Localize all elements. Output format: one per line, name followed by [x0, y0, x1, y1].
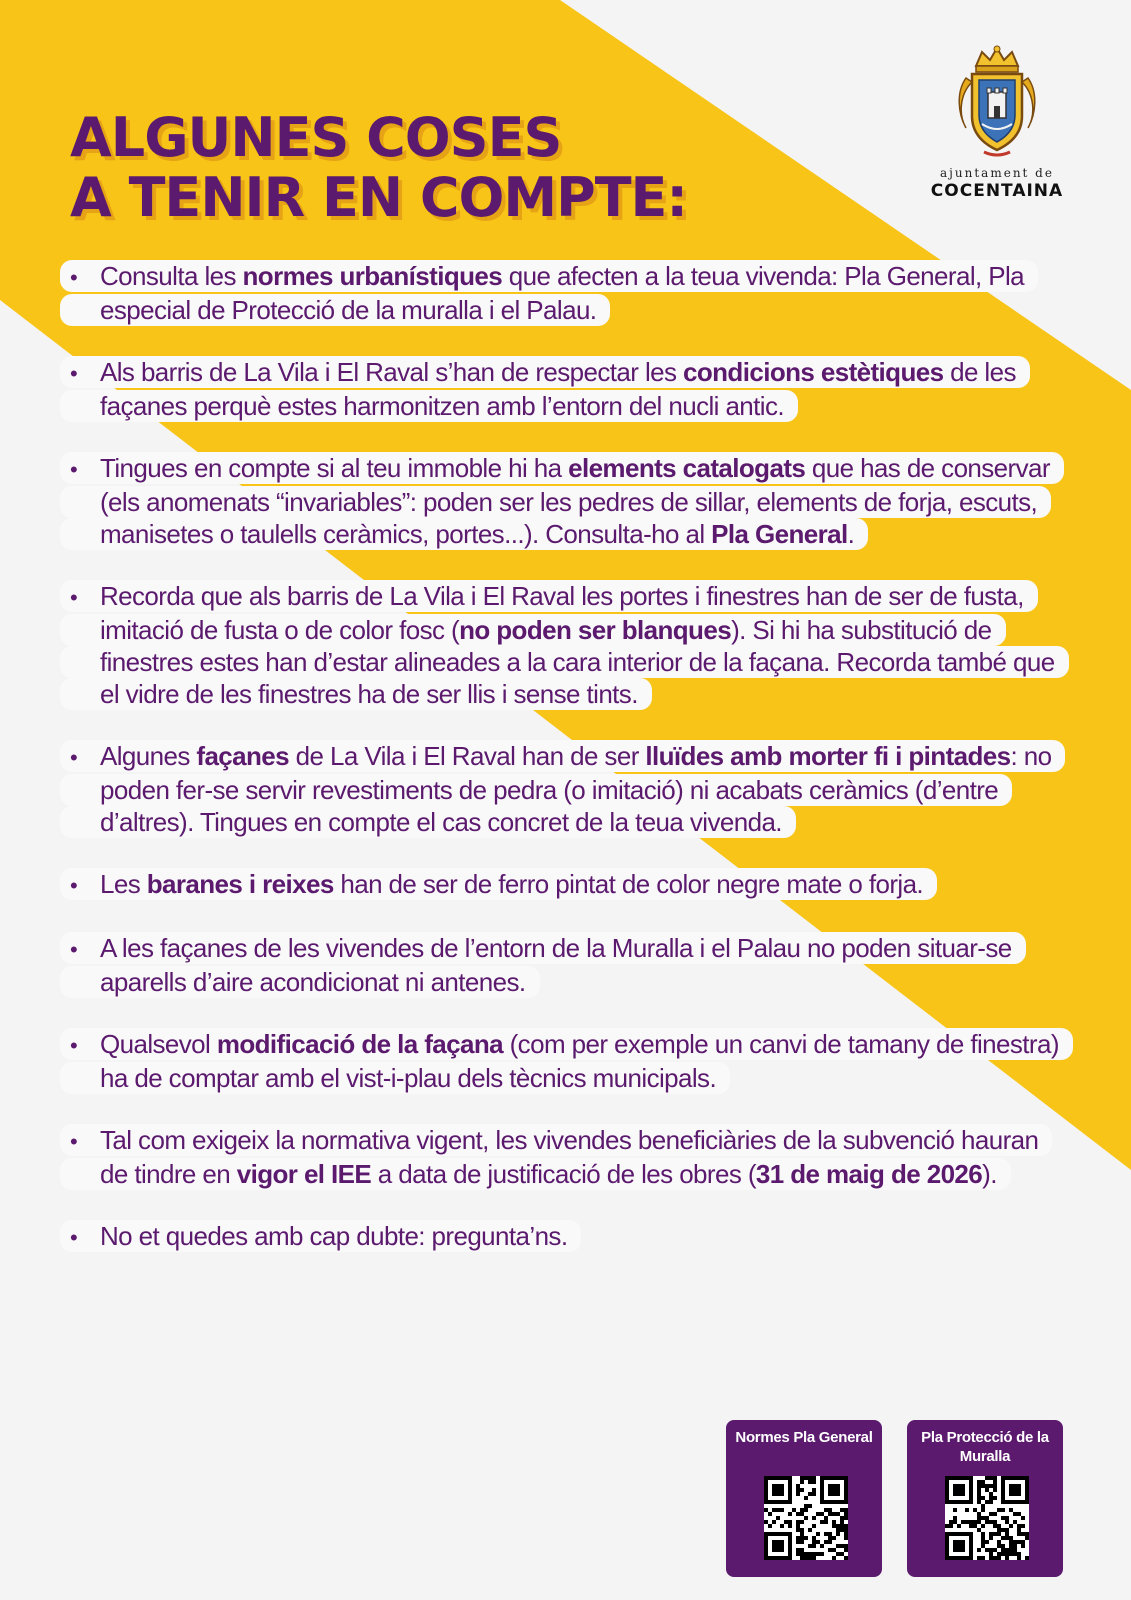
list-item-text: [60, 1220, 581, 1252]
text-run: Qualsevol: [100, 1029, 217, 1059]
text-run: ).: [982, 1159, 997, 1189]
bold-text: normes urbanístiques: [242, 261, 503, 291]
list-item-text: [60, 452, 1064, 550]
bold-text: baranes i reixes: [146, 869, 334, 899]
text-run: Tingues en compte si al teu immoble hi ha: [100, 453, 569, 483]
text-run: de La Vila i El Raval han de ser: [289, 741, 646, 771]
text-run: Als barris de La Vila i El Raval s’han de respectar les: [100, 357, 683, 387]
list-item: [60, 868, 1070, 902]
list-item-text: [60, 1028, 1073, 1094]
bold-text: façanes: [196, 741, 290, 771]
list-item: [60, 1124, 1070, 1190]
list-item-text: [60, 868, 937, 900]
coat-of-arms-icon: [954, 44, 1040, 162]
title-line-1: ALGUNES COSES: [70, 106, 562, 169]
text-run: (com per exemple un canvi de tamany de finestra) ha de comptar amb el vist-i-plau dels tècnics municipals.: [100, 1029, 1059, 1093]
bold-text: elements catalogats: [568, 453, 806, 483]
list-item-text: [60, 260, 1038, 326]
list-item: [60, 356, 1070, 422]
text-run: No et quedes amb cap dubte: pregunta’ns.: [100, 1221, 568, 1251]
bold-text: modificació de la façana: [216, 1029, 503, 1059]
list-item-text: [60, 580, 1069, 710]
text-run: A les façanes de les vivendes de l’entorn de la Muralla i el Palau no poden situar-se aparells d’aire acondicionat ni antenes.: [100, 933, 1012, 997]
text-run: a data de justificació de les obres (: [371, 1159, 756, 1189]
list-item: [60, 740, 1070, 838]
list-item: [60, 580, 1070, 710]
list-item: [60, 932, 1070, 998]
list-item-text: [60, 932, 1026, 998]
text-run: : no poden fer-se servir revestiments de pedra (o imitació) ni acabats ceràmics (d’entre d’altres). Tingues en compte el cas concret de la teua vivenda.: [100, 741, 1052, 837]
list-item: [60, 1220, 1070, 1254]
text-run: Tal com exigeix la normativa vigent, les vivendes beneficiàries de la subvenció hauran de tindre en: [100, 1125, 1039, 1189]
text-run: .: [847, 519, 855, 549]
text-run: de les façanes perquè estes harmonitzen amb l’entorn del nucli antic.: [100, 357, 1016, 421]
qr-code-icon[interactable]: [764, 1476, 848, 1560]
list-item: [60, 452, 1070, 550]
list-item-text: [60, 1124, 1052, 1190]
qr-code-icon[interactable]: [945, 1476, 1029, 1560]
bold-text: 31 de maig de 2026: [755, 1159, 983, 1189]
text-run: han de ser de ferro pintat de color negre mate o forja.: [333, 869, 924, 899]
tips-list: [60, 260, 1070, 1284]
text-run: ). Si hi ha substitució de finestres estes han d’estar alineades a la cara interior de la façana. Recorda també que el vidre de les finestres ha de ser llis i sense tints.: [100, 615, 1055, 709]
text-run: que afecten a la teua vivenda: Pla General, Pla especial de Protecció de la muralla i el Palau.: [100, 261, 1025, 325]
text-run: Consulta les: [100, 261, 243, 291]
logo-text-cocentaina: COCENTAINA: [930, 181, 1064, 201]
text-run: que has de conservar (els anomenats “invariables”: poden ser les pedres de sillar, elements de forja, escuts, manisetes o taulells ceràmics, portes...). Consulta-ho al: [100, 453, 1050, 549]
bold-text: Pla General: [711, 519, 848, 549]
bold-text: no poden ser blanques: [459, 615, 732, 645]
page-title: [70, 108, 687, 228]
text-run: Recorda que als barris de La Vila i El Raval les portes i finestres han de ser de fusta, imitació de fusta o de color fosc (: [100, 581, 1024, 645]
qr-label: Normes Pla General: [735, 1429, 873, 1446]
text-run: Les: [100, 869, 147, 899]
list-item-text: [60, 740, 1065, 838]
list-item: [60, 1028, 1070, 1094]
qr-card-normes-pla-general[interactable]: [726, 1420, 882, 1577]
bold-text: vigor el IEE: [236, 1159, 372, 1189]
list-item: [60, 260, 1070, 326]
ajuntament-logo: [922, 44, 1072, 201]
bold-text: lluïdes amb morter fi i pintades: [645, 741, 1011, 771]
title-line-2: A TENIR EN COMPTE:: [70, 166, 688, 229]
text-run: Algunes: [100, 741, 197, 771]
qr-label: Pla Protecció de la Muralla: [921, 1429, 1049, 1465]
qr-card-pla-proteccio-muralla[interactable]: [907, 1420, 1063, 1577]
logo-text-ajuntament: ajuntament de: [940, 166, 1054, 180]
list-item-text: [60, 356, 1030, 422]
bold-text: condicions estètiques: [683, 357, 944, 387]
